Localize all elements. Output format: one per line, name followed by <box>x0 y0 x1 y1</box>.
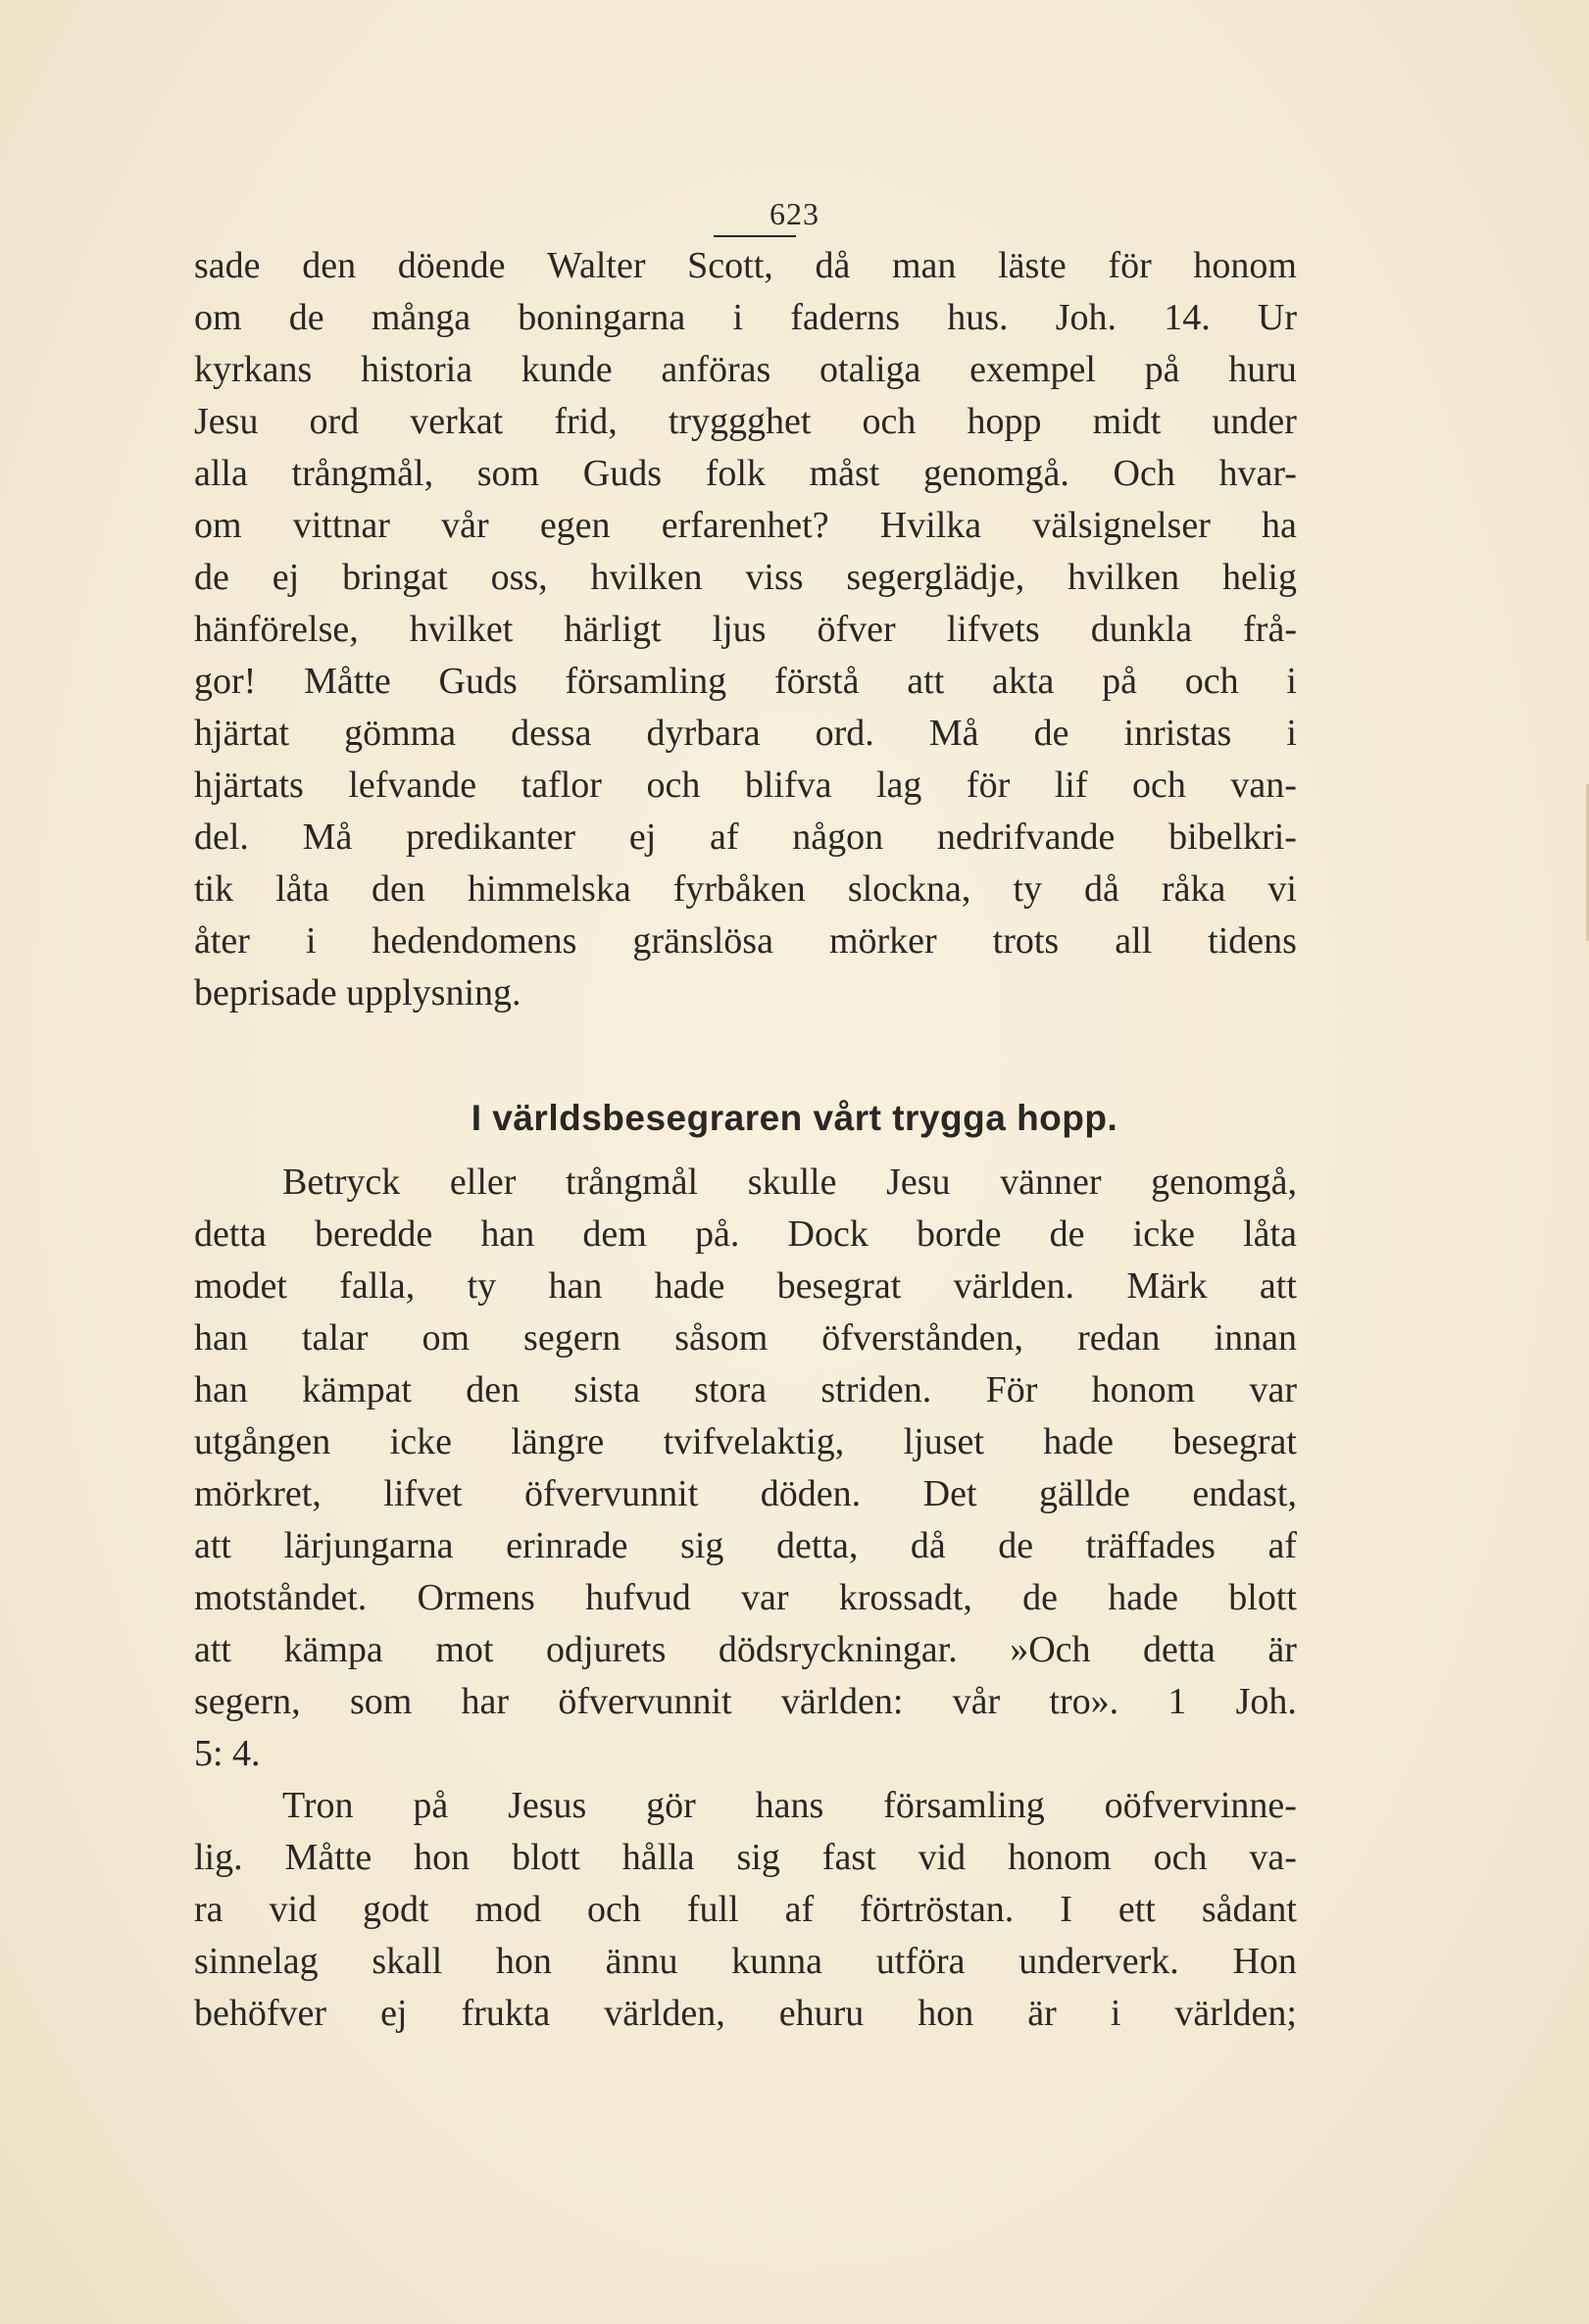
text-line: hänförelse, hvilket härligt ljus öfver lifvets dunkla frå- <box>194 609 1297 650</box>
text-line: åter i hedendomens gränslösa mörker trots all tidens <box>194 920 1297 962</box>
text-line: att lärjungarna erinrade sig detta, då de träffades af <box>194 1525 1297 1566</box>
text-line: segern, som har öfvervunnit världen: vår tro». 1 Joh. <box>194 1681 1297 1722</box>
text-line: att kämpa mot odjurets dödsryckningar. »Och detta är <box>194 1629 1297 1670</box>
text-line: detta beredde han dem på. Dock borde de icke låta <box>194 1213 1297 1255</box>
text-line: mörkret, lifvet öfvervunnit döden. Det gällde endast, <box>194 1473 1297 1514</box>
text-line: om de många boningarna i faderns hus. Joh. 14. Ur <box>194 297 1297 338</box>
text-line: sade den döende Walter Scott, då man läste för honom <box>194 245 1297 286</box>
text-line: kyrkans historia kunde anföras otaliga exempel på huru <box>194 349 1297 390</box>
text-line: Betryck eller trångmål skulle Jesu vänner genomgå, <box>282 1162 1297 1203</box>
text-line: utgången icke längre tvifvelaktig, ljuset hade besegrat <box>194 1421 1297 1462</box>
text-line: hjärtats lefvande taflor och blifva lag för lif och van- <box>194 765 1297 806</box>
text-line: gor! Måtte Guds församling förstå att akta på och i <box>194 661 1297 702</box>
section-heading: I världsbesegraren vårt trygga hopp. <box>471 1098 1118 1138</box>
text-line: modet falla, ty han hade besegrat världen. Märk att <box>194 1265 1297 1307</box>
text-line: behöfver ej frukta världen, ehuru hon är i världen; <box>194 1993 1297 2034</box>
text-line: Jesu ord verkat frid, tryggghet och hopp midt under <box>194 401 1297 442</box>
paragraph-3 <box>194 1780 1297 2040</box>
text-line: hjärtat gömma dessa dyrbara ord. Må de inristas i <box>194 713 1297 754</box>
text-line: lig. Måtte hon blott hålla sig fast vid honom och va- <box>194 1837 1297 1878</box>
text-line: han kämpat den sista stora striden. För honom var <box>194 1369 1297 1410</box>
text-line: motståndet. Ormens hufvud var krossadt, de hade blott <box>194 1577 1297 1618</box>
text-line: 5: 4. <box>194 1733 261 1774</box>
text-line: beprisade upplysning. <box>194 972 521 1014</box>
page-number: 623 <box>770 196 819 231</box>
text-line: Tron på Jesus gör hans församling oöfvervinne- <box>282 1785 1297 1826</box>
paragraph-1 <box>194 240 1297 1019</box>
text-line: tik låta den himmelska fyrbåken slockna, ty då råka vi <box>194 868 1297 910</box>
text-line: om vittnar vår egen erfarenhet? Hvilka välsignelser ha <box>194 505 1297 546</box>
paragraph-2 <box>194 1157 1297 1780</box>
paragraphs-2-3 <box>194 1157 1297 2040</box>
text-line: alla trångmål, som Guds folk måst genomgå. Och hvar- <box>194 453 1297 494</box>
text-line: del. Må predikanter ej af någon nedrifvande bibelkri- <box>194 816 1297 858</box>
text-line: han talar om segern såsom öfverstånden, redan innan <box>194 1317 1297 1359</box>
text-line: sinnelag skall hon ännu kunna utföra underverk. Hon <box>194 1941 1297 1982</box>
text-line: ra vid godt mod och full af förtröstan. I ett sådant <box>194 1889 1297 1930</box>
text-line: de ej bringat oss, hvilken viss segerglädje, hvilken helig <box>194 557 1297 598</box>
page-number-rule <box>714 235 796 237</box>
